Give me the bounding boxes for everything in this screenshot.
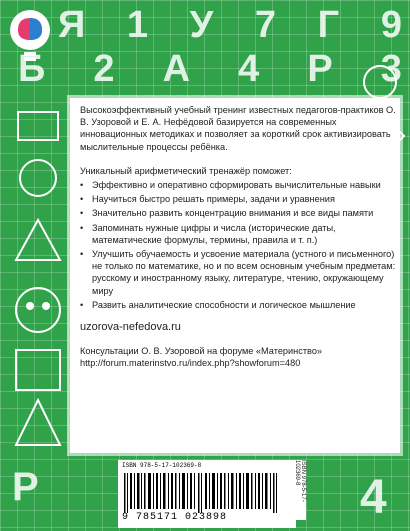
header-char: 2 — [93, 48, 115, 90]
lead-paragraph: Уникальный арифметический тренажёр поможет: — [80, 165, 292, 176]
side-isbn-code: ISBN 978-5-17-102369-8 — [294, 460, 306, 520]
barcode — [118, 460, 296, 528]
header-char: Б — [18, 48, 46, 90]
header-letters-row-2 — [18, 48, 402, 91]
consult-text: Консультации О. В. Узоровой на форуме «Материнство» — [80, 346, 323, 357]
list-item: • Улучшить обучаемость и усвоение материала (устного и письменного) не только по математике, но и по всем основным учебным предметам: русскому и иностранному языку, литературе, чтению, окружающему миру — [80, 248, 398, 297]
list-item: • Запоминать нужные цифры и числа (исторические даты, математические формулы, термины, правила и т. п.) — [80, 222, 398, 246]
benefit-list — [80, 179, 398, 311]
header-char: 7 — [254, 4, 277, 46]
forum-link[interactable]: http://forum.materinstvo.ru/index.php?showforum=480 — [80, 358, 301, 369]
description-text — [80, 104, 398, 370]
list-item: • Эффективно и оперативно сформировать вычислительные навыки — [80, 179, 398, 191]
header-char: У — [189, 4, 214, 46]
website-link[interactable]: uzorova-nefedova.ru — [80, 321, 181, 334]
header-char: 4 — [238, 48, 260, 90]
barcode-digits: 9 785171 023898 — [122, 512, 228, 523]
header-char: 9 — [380, 4, 402, 46]
header-letters-row-1 — [58, 4, 402, 47]
footer-letter: Р — [12, 465, 39, 509]
barcode-bars — [122, 470, 290, 516]
intro-paragraph: Высокоэффективный учебный тренинг известных педагогов-практиков О. В. Узоровой и Е. А. Нефёдовой базируется на современных инновационных методиках и позволяет за короткий срок активизировать мыслительные процессы ребёнка. — [80, 105, 396, 152]
header-char: 1 — [126, 4, 149, 46]
isbn-label: ISBN 978-5-17-102369-8 — [122, 462, 202, 469]
header-char: Я — [58, 4, 86, 46]
header-char: А — [162, 48, 191, 90]
header-char: Р — [307, 48, 333, 90]
header-char: 3 — [380, 48, 402, 90]
list-item: • Развить аналитические способности и логическое мышление — [80, 299, 398, 311]
list-item: • Научиться быстро решать примеры, задачи и уравнения — [80, 193, 398, 205]
header-char: Г — [317, 4, 340, 46]
footer-digit: 4 — [360, 471, 387, 524]
list-item: • Значительно развить концентрацию внимания и все виды памяти — [80, 207, 398, 219]
